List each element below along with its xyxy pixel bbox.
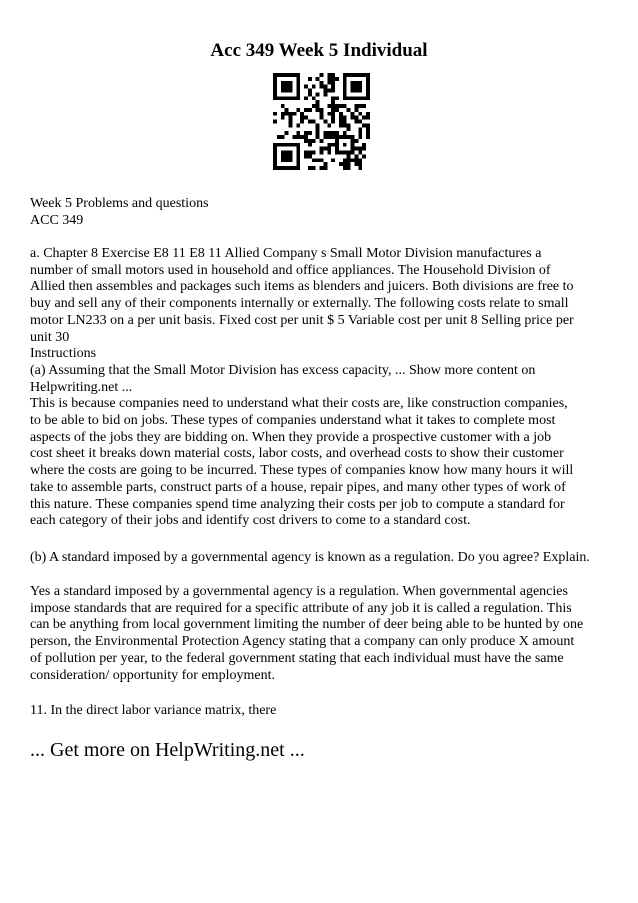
text-line: this nature. These companies spend time analyzing their costs per job to compute a standard for: [30, 496, 565, 512]
text-line: take to assemble parts, construct parts of a house, repair pipes, and many other types of work of: [30, 479, 566, 495]
text-line: number of small motors used in household and office appliances. The Household Division of: [30, 262, 551, 278]
text-line: person, the Environmental Protection Agency stating that a company can only produce X amount: [30, 634, 575, 650]
text-line: cost sheet it breaks down material costs, labor costs, and overhead costs to show their customer: [30, 446, 564, 462]
text-line: motor LN233 on a per unit basis. Fixed cost per unit $ 5 Variable cost per unit 8 Selling price per: [30, 312, 574, 328]
text-line: Instructions: [30, 346, 97, 362]
qr-code-icon: [273, 73, 370, 170]
paragraph-a: [30, 246, 618, 530]
text-line: This is because companies need to understand what their costs are, like construction companies,: [30, 396, 568, 412]
text-line: Helpwriting.net ...: [30, 379, 133, 395]
text-line: Allied then assembles and packages such items as blenders and juicers. Both divisions are free to: [30, 279, 574, 295]
text-line: buy and sell any of their components internally or externally. The following costs relate to small: [30, 296, 569, 312]
text-line: 11. In the direct labor variance matrix, there: [30, 703, 277, 718]
text-line: of pollution per year, to the federal government stating that each individual must have the same: [30, 650, 564, 666]
text-line: each category of their jobs and identify cost drivers to come to a standard cost.: [30, 513, 471, 529]
paragraph-c: [30, 584, 618, 684]
document-title: Acc 349 Week 5 Individual: [210, 40, 428, 61]
text-line: a. Chapter 8 Exercise E8 11 E8 11 Allied Company s Small Motor Division manufactures a: [30, 246, 542, 261]
header-block: [30, 196, 618, 229]
text-line: (b) A standard imposed by a governmental agency is known as a regulation. Do you agree? Explain.: [30, 550, 590, 565]
text-line: (a) Assuming that the Small Motor Division has excess capacity, ... Show more content on: [30, 362, 536, 378]
text-line: can be anything from local government limiting the number of deer being able to be hunted by one: [30, 617, 584, 633]
text-line: to be able to bid on jobs. These types of companies understand what it takes to complete most: [30, 413, 556, 429]
text-line: where the costs are going to be incurred. These types of companies know how many hours it will: [30, 463, 574, 479]
text-line: consideration/ opportunity for employment.: [30, 667, 275, 683]
header-line: ACC 349: [30, 212, 84, 228]
paragraph-b: [30, 550, 618, 567]
get-more-link[interactable]: ... Get more on HelpWriting.net ...: [30, 739, 305, 761]
text-line: Yes a standard imposed by a governmental agency is a regulation. When governmental agencies: [30, 584, 568, 599]
paragraph-d: [30, 703, 618, 720]
text-line: unit 30: [30, 329, 70, 345]
header-line: Week 5 Problems and questions: [30, 196, 209, 211]
qr-code-graphic: [273, 73, 370, 170]
text-line: aspects of the jobs they are bidding on. When they provide a prospective customer with a job: [30, 429, 552, 445]
text-line: impose standards that are required for a specific attribute of any job it is called a regulation. This: [30, 600, 572, 616]
